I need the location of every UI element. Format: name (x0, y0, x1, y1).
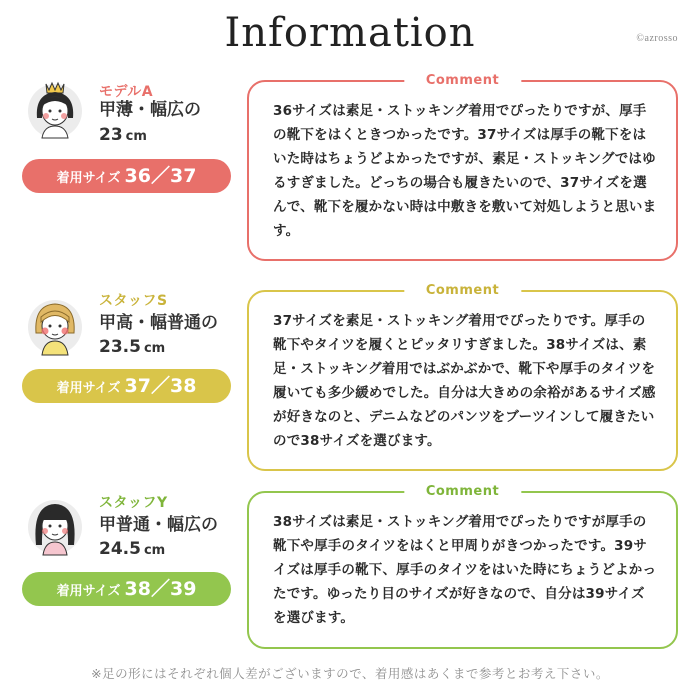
comment-box (247, 484, 678, 649)
foot-size-value: 24.5 (99, 539, 141, 559)
foot-size-unit: cm (143, 543, 166, 558)
role-label: モデルA (99, 84, 154, 100)
foot-type: 甲普通・幅広の (99, 515, 218, 535)
girl-bob-avatar-icon (24, 295, 86, 357)
footer-note: ※足の形にはそれぞれ個人差がございますので、着用感はあくまで参考とお考え下さい。 (91, 666, 609, 681)
foot-type: 甲薄・幅広の (99, 100, 201, 120)
foot-type: 甲高・幅普通の (99, 313, 218, 333)
comment-text: 37サイズを素足・ストッキング着用でぴったりです。厚手の靴下やタイツを履くとピッタリすぎました。38サイズは、素足・ストッキング着用ではぶかぶかで、靴下や厚手のタイツを履いても多少緩めでした。自分は大きめの余裕があるサイズ感が好きなのと、デニムなどのパンツをブーツインして履きたいので38サイズを選びます。 (273, 313, 656, 449)
role-label: スタッフY (99, 495, 168, 511)
size-badge-value: 37／38 (124, 375, 197, 397)
foot-size-unit: cm (143, 341, 166, 356)
girl-long-hair-avatar-icon (24, 495, 86, 557)
comment-text: 36サイズは素足・ストッキング着用でぴったりですが、厚手の靴下をはくときつかったです。37サイズは厚手の靴下をはいた時はちょうどよかったですが、素足・ストッキングではゆるすぎました。どっちの場合も履きたいので、37サイズを選んで、靴下を履かない時は中敷きを敷いて対処しようと思います。 (273, 103, 657, 239)
size-badge-value: 38／39 (124, 578, 197, 600)
comment-text: 38サイズは素足・ストッキング着用でぴったりですが厚手の靴下や厚手のタイツをはくと甲周りがきつかったです。39サイズは厚手の靴下、厚手のタイツをはいた時にちょうどよかったです。ゆったり目のサイズが好きなので、自分は39サイズを選びます。 (273, 514, 657, 626)
comment-box (247, 73, 678, 261)
comment-label: Comment (404, 484, 521, 500)
foot-size (99, 538, 165, 562)
role-label: スタッフS (99, 293, 168, 309)
foot-size (99, 124, 147, 148)
size-badge (22, 369, 231, 403)
comment-label: Comment (404, 73, 521, 89)
size-badge-label: 着用サイズ (56, 381, 121, 396)
foot-size-unit: cm (125, 129, 147, 144)
foot-size-value: 23.5 (99, 337, 141, 357)
size-badge-label: 着用サイズ (56, 584, 121, 599)
brand-logo: ©azrosso (636, 33, 678, 44)
size-badge (22, 159, 231, 193)
size-badge-value: 36／37 (124, 165, 197, 187)
size-badge-label: 着用サイズ (56, 171, 121, 186)
girl-crown-avatar-icon (24, 78, 86, 140)
comment-box (247, 283, 678, 471)
size-badge (22, 572, 231, 606)
foot-size-value: 23 (99, 125, 123, 145)
page-title: Information (224, 10, 476, 56)
comment-label: Comment (404, 283, 521, 299)
foot-size (99, 336, 165, 360)
